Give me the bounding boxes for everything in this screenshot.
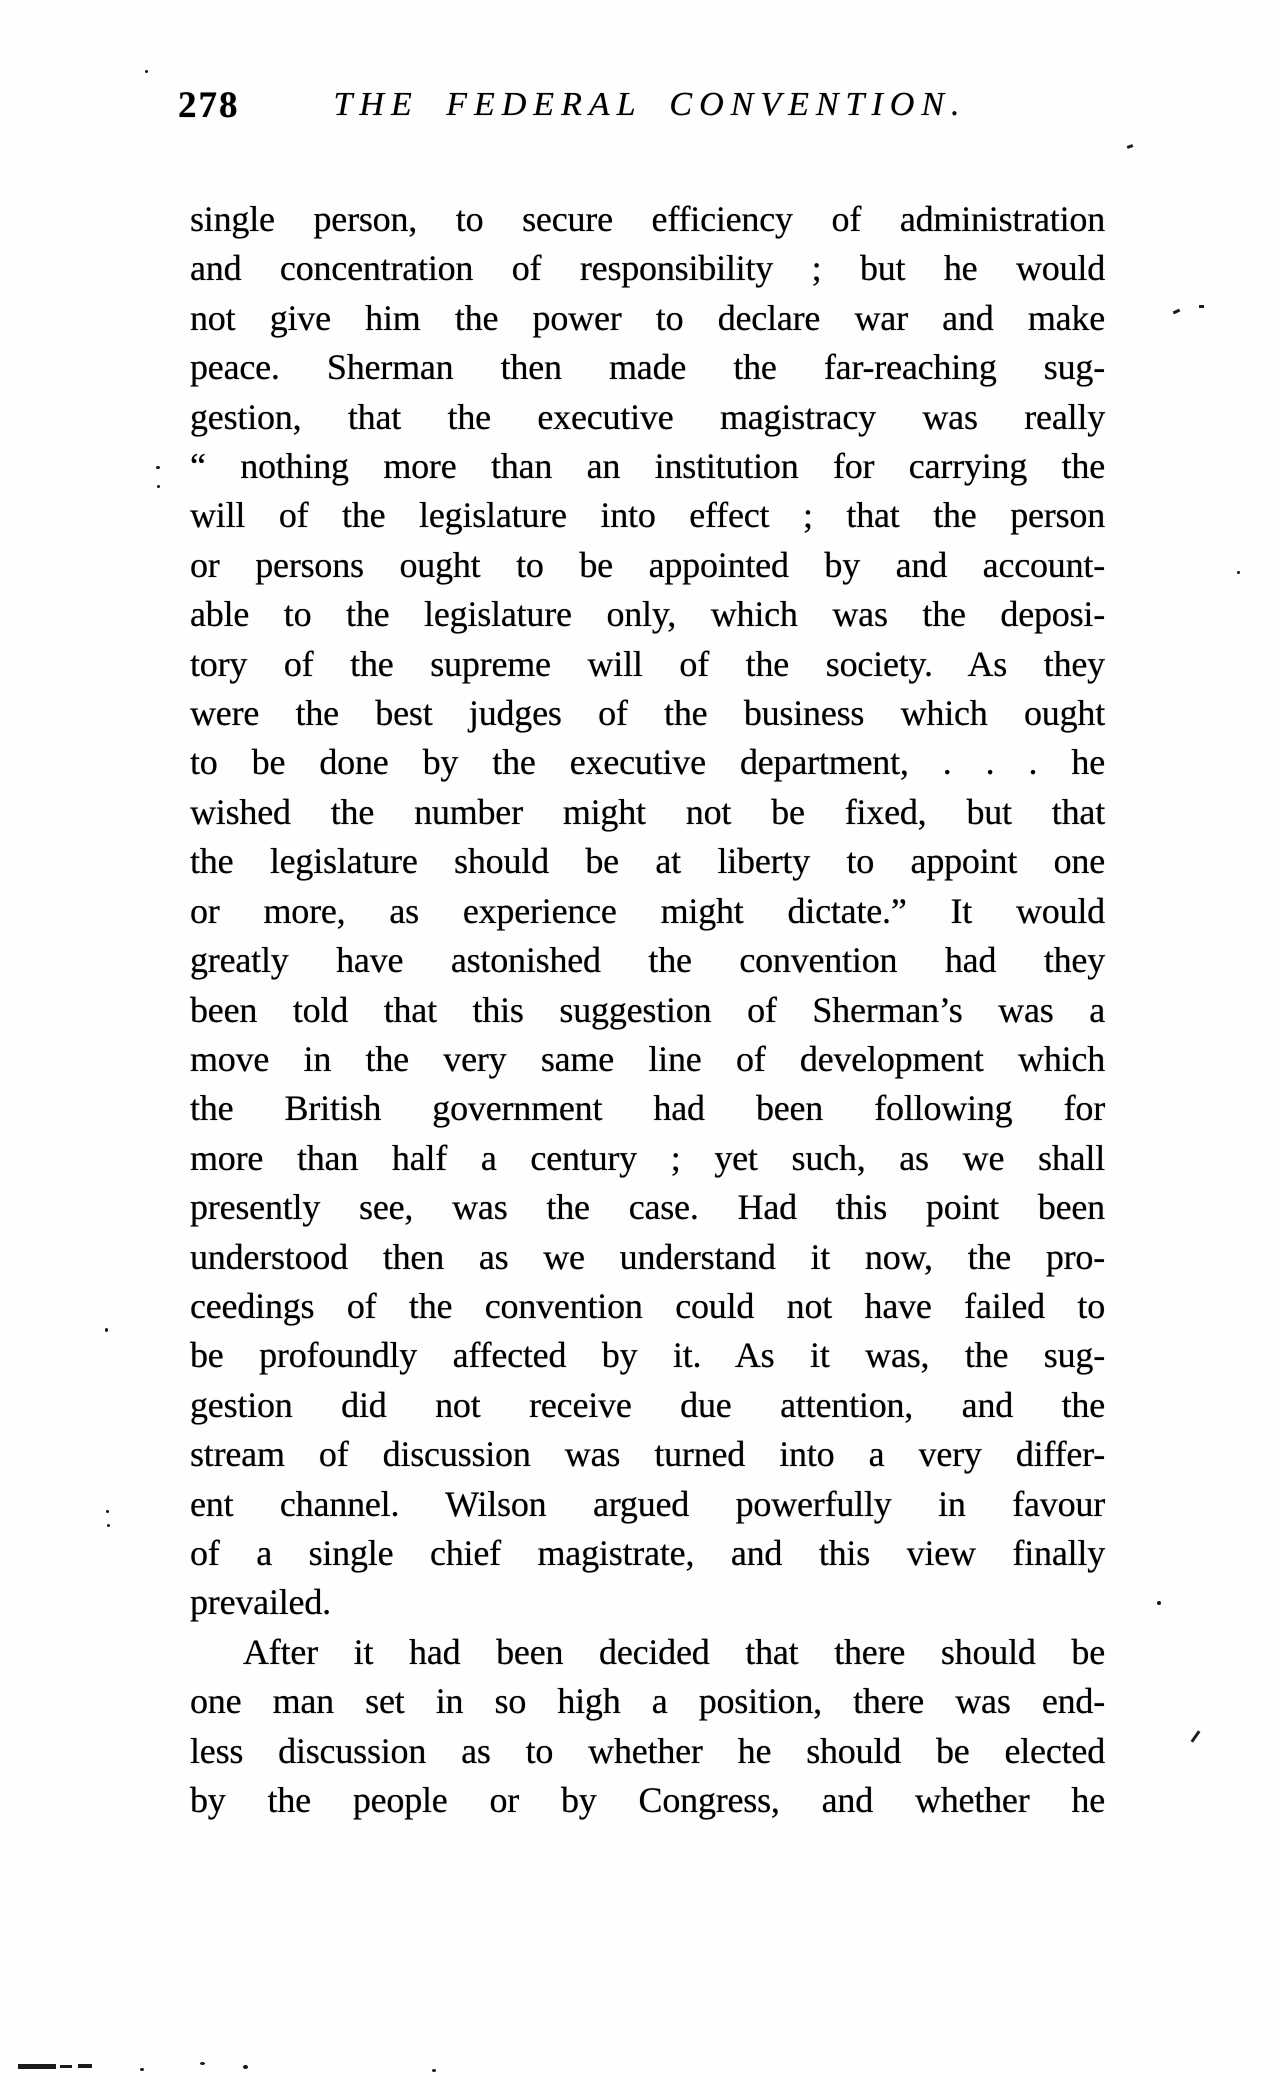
scan-artifact [106,1510,109,1513]
text-line: tory of the supreme will of the society. As they [190,643,1105,684]
text-line: not give him the power to declare war and make [190,297,1105,338]
text-line: understood then as we understand it now, the pro- [190,1236,1105,1277]
scan-artifact [243,2065,248,2069]
scan-artifact [432,2069,436,2072]
scan-artifact [105,1328,108,1332]
scan-artifact [1127,144,1134,149]
scan-artifact [1191,1730,1201,1742]
page-body [190,195,1105,1825]
scan-artifact [1157,1601,1161,1605]
text-line: will of the legislature into effect ; that the person [190,495,1105,536]
scan-artifact [140,2068,144,2071]
text-line: greatly have astonished the convention had they [190,940,1105,981]
scan-artifact [200,2062,205,2065]
text-line: one man set in so high a position, there was end- [190,1681,1105,1722]
text-line: ceedings of the convention could not have failed to [190,1285,1105,1326]
scan-artifact [107,1524,110,1527]
text-line: “ nothing more than an institution for carrying the [190,446,1105,487]
text-line: stream of discussion was turned into a very differ- [190,1434,1105,1475]
text-line: by the people or by Congress, and whether he [190,1780,1105,1820]
text-line: gestion did not receive due attention, and the [190,1384,1105,1425]
text-line: or persons ought to be appointed by and account- [190,544,1105,585]
scan-artifact [145,70,148,73]
page-header [178,84,1105,130]
scan-artifact [1199,305,1204,308]
text-line: the British government had been following for [190,1088,1105,1129]
text-line: or more, as experience might dictate.” It would [190,890,1105,931]
text-line: After it had been decided that there should be [243,1631,1105,1672]
scan-artifact [1173,309,1181,315]
text-line: of a single chief magistrate, and this view finally [190,1532,1105,1573]
text-line: to be done by the executive department, . . . he [190,742,1105,783]
text-line: gestion, that the executive magistracy was really [190,396,1105,437]
text-line: move in the very same line of development which [190,1038,1105,1079]
scan-artifact [1237,571,1240,574]
text-line: and concentration of responsibility ; but he would [190,248,1105,289]
scan-artifact [78,2064,92,2068]
text-line: peace. Sherman then made the far-reaching sug- [190,347,1105,388]
text-line: be profoundly affected by it. As it was, the sug- [190,1335,1105,1376]
scan-artifact [60,2065,72,2068]
page-number: 278 [178,85,240,126]
running-title: THE FEDERAL CONVENTION. [333,86,967,123]
text-line: were the best judges of the business which ought [190,693,1105,734]
scan-artifact [18,2064,56,2069]
scan-artifact [156,466,160,469]
text-line: been told that this suggestion of Sherman’s was a [190,989,1105,1030]
text-line: presently see, was the case. Had this point been [190,1187,1105,1228]
text-line: single person, to secure efficiency of administration [190,199,1105,239]
text-line: prevailed. [190,1582,331,1623]
scan-artifact [157,485,160,488]
text-line: able to the legislature only, which was the deposi- [190,594,1105,635]
text-line: ent channel. Wilson argued powerfully in favour [190,1483,1105,1524]
text-line: the legislature should be at liberty to appoint one [190,841,1105,882]
text-line: less discussion as to whether he should be elected [190,1730,1105,1771]
text-line: more than half a century ; yet such, as we shall [190,1137,1105,1178]
text-line: wished the number might not be fixed, but that [190,791,1105,832]
